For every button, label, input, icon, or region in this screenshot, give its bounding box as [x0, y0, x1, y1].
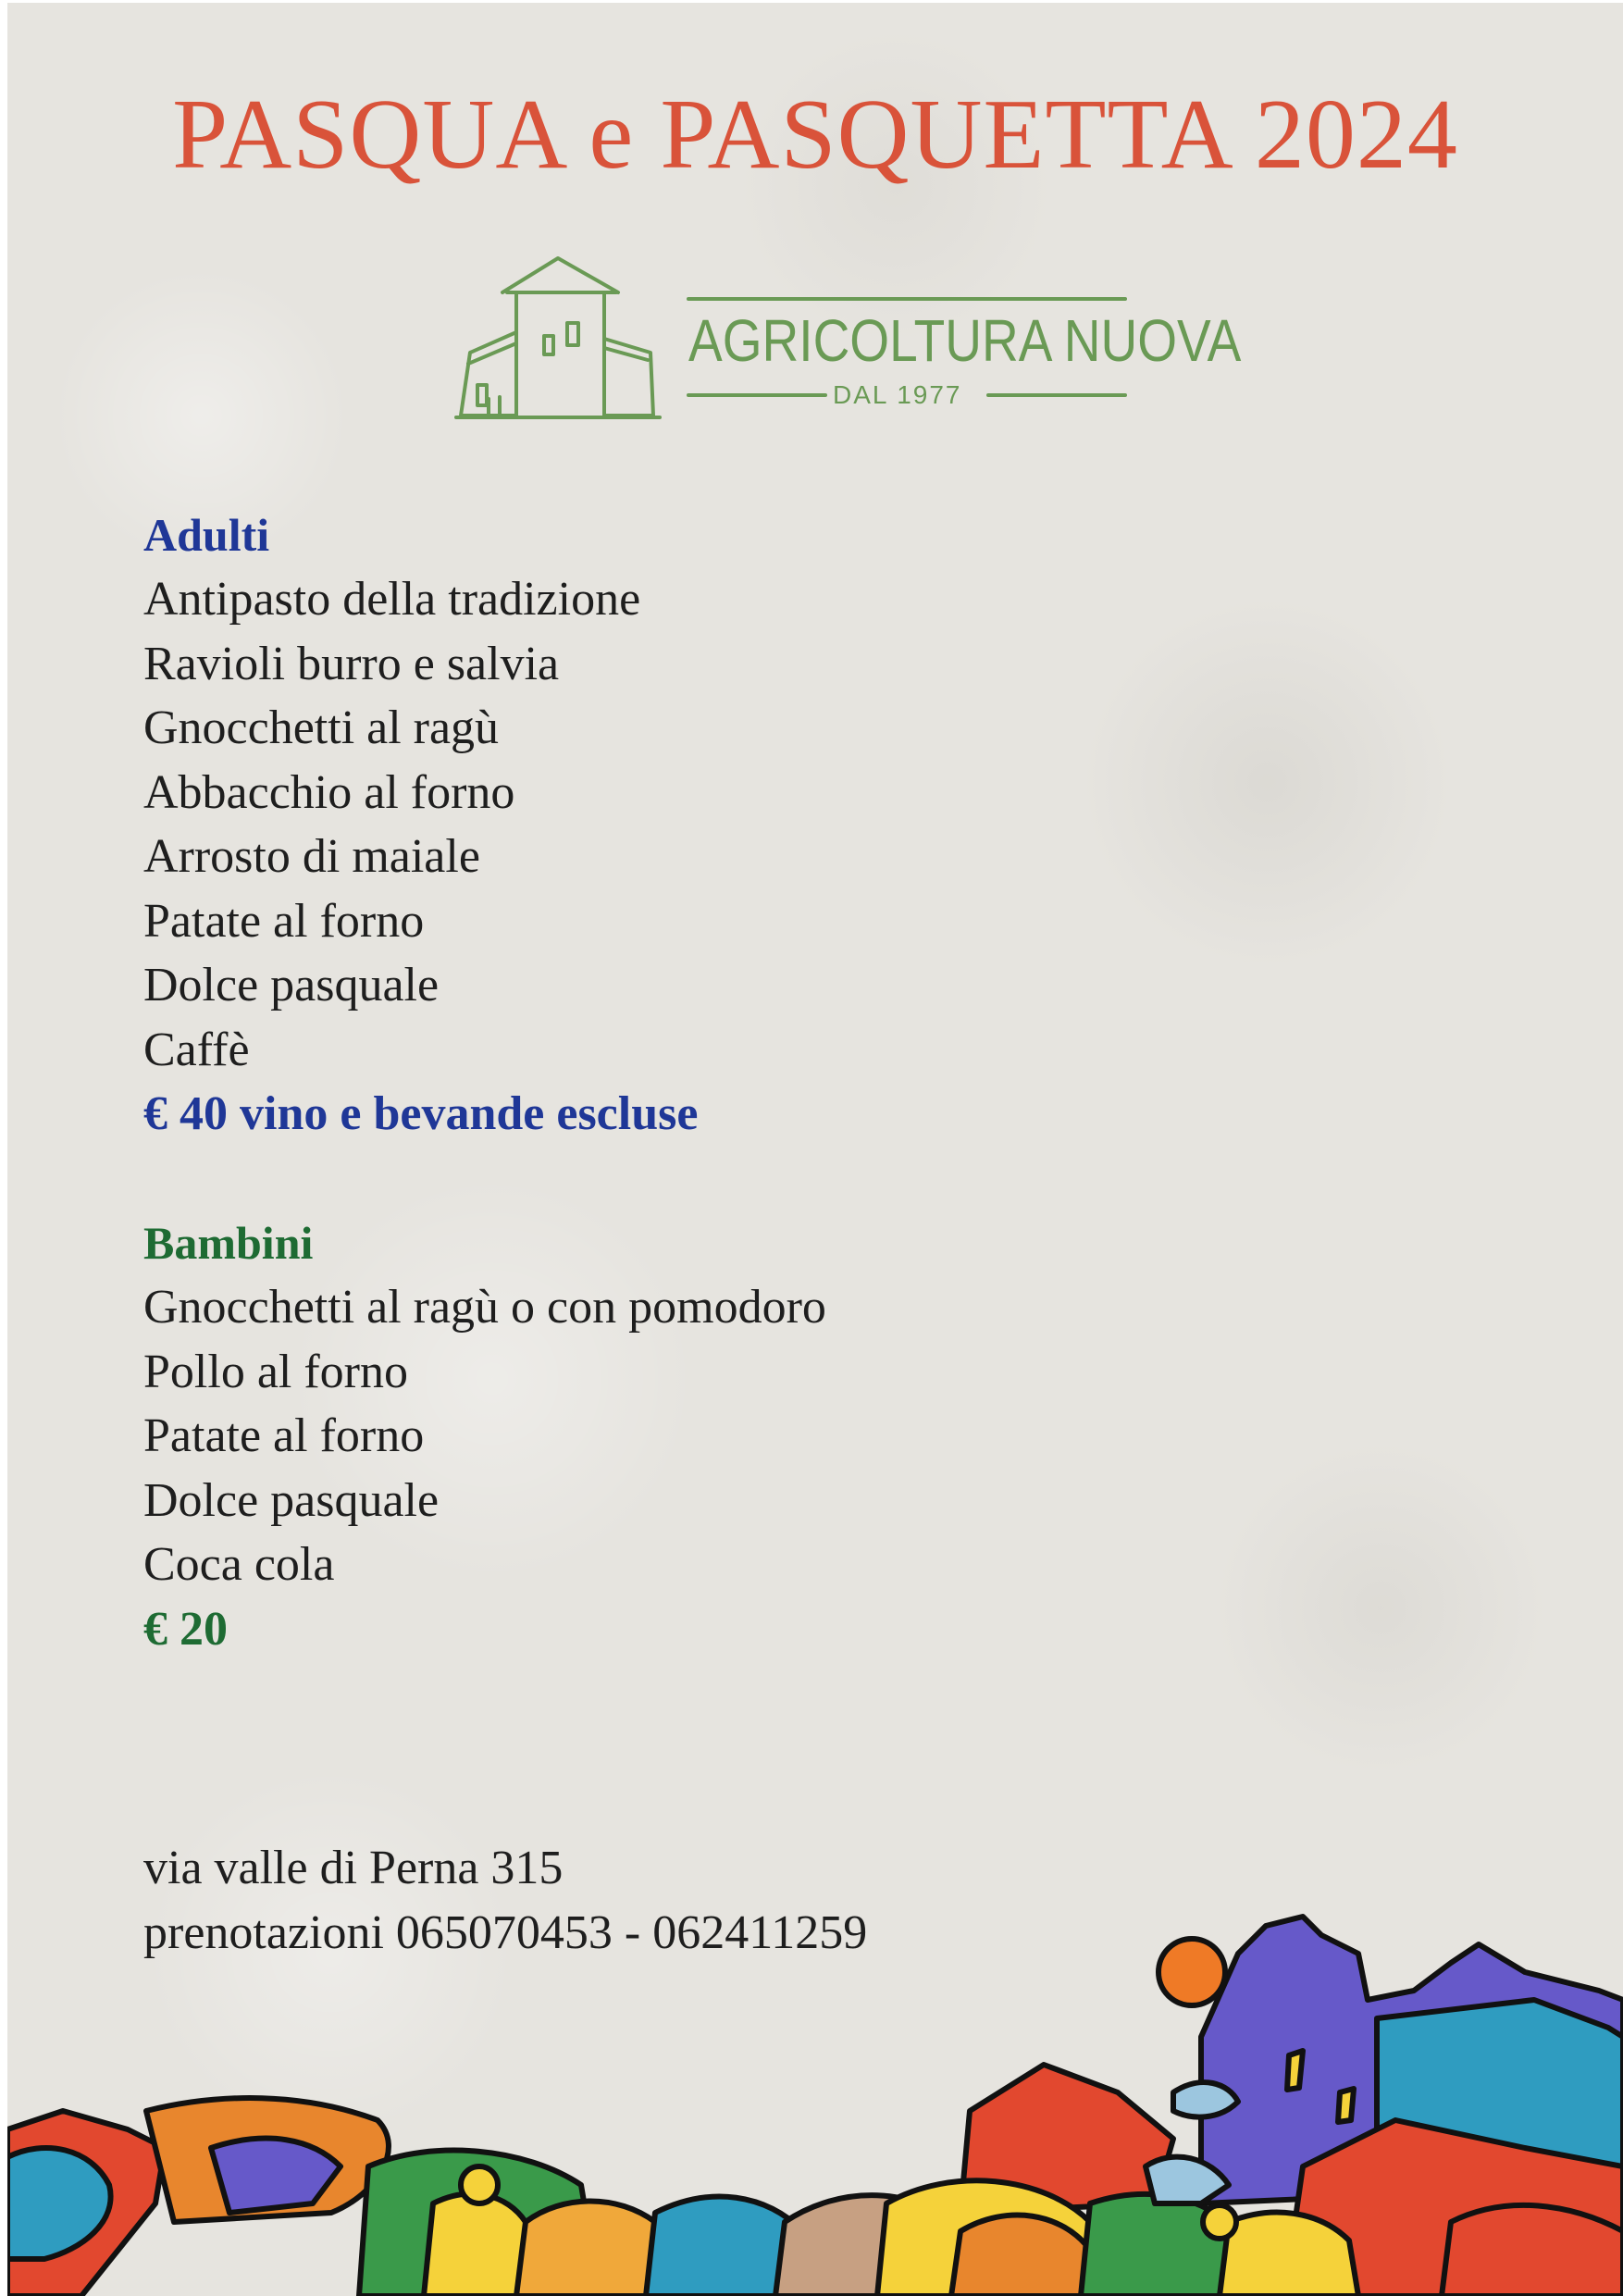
kids-dish-list — [143, 1275, 826, 1597]
dish-item: Antipasto della tradizione — [143, 573, 641, 626]
dish-item: Gnocchetti al ragù — [143, 701, 500, 754]
decorative-artwork — [7, 1815, 1623, 2296]
page-title: PASQUA e PASQUETTA 2024 — [172, 80, 1458, 190]
adults-heading: Adulti — [143, 509, 270, 561]
adults-price: € 40 vino e bevande escluse — [143, 1087, 699, 1140]
dish-item: Caffè — [143, 1023, 250, 1076]
kids-price: € 20 — [143, 1602, 228, 1656]
dish-item: Patate al forno — [143, 1409, 425, 1462]
dish-item: Gnocchetti al ragù o con pomodoro — [143, 1281, 826, 1334]
kids-menu — [143, 1210, 826, 1662]
adults-dish-list — [143, 567, 698, 1082]
dish-item: Coca cola — [143, 1538, 335, 1591]
adults-menu — [143, 503, 698, 1147]
logo-wordmark: AGRICOLTURA NUOVA — [688, 307, 1242, 374]
booking-phones: prenotazioni 065070453 - 062411259 — [143, 1906, 868, 1959]
dish-item: Arrosto di maiale — [143, 830, 480, 883]
dish-item: Dolce pasquale — [143, 1473, 440, 1527]
dish-item: Dolce pasquale — [143, 959, 440, 1011]
dish-item: Ravioli burro e salvia — [143, 637, 560, 690]
dish-item: Pollo al forno — [143, 1345, 408, 1398]
menu-sheet — [7, 3, 1623, 2296]
dish-item: Patate al forno — [143, 894, 425, 948]
logo-since: DAL 1977 — [833, 380, 962, 409]
kids-heading: Bambini — [143, 1217, 314, 1269]
dish-item: Abbacchio al forno — [143, 765, 515, 819]
address: via valle di Perna 315 — [143, 1842, 564, 1894]
